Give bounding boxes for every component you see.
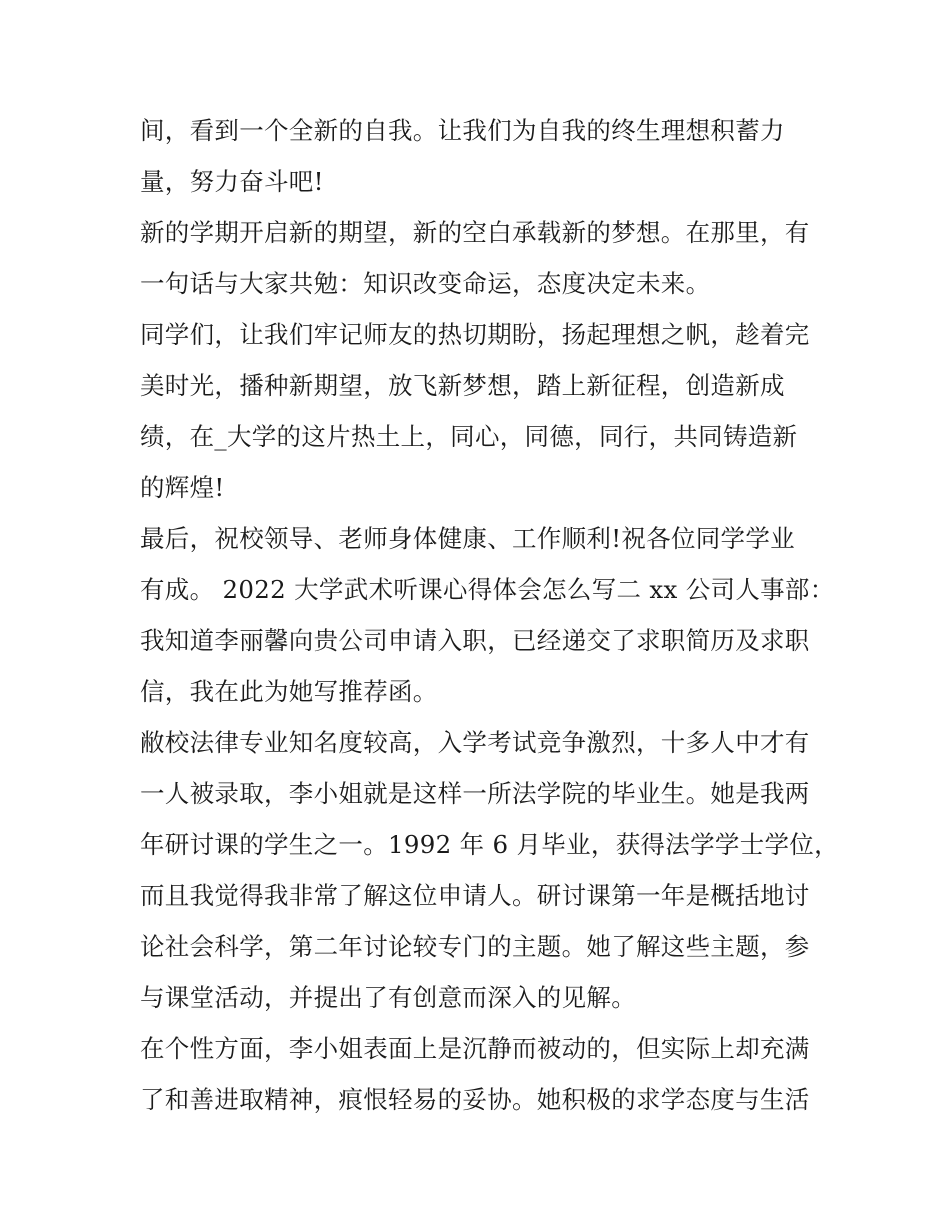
paragraph-6: [140, 1023, 816, 1125]
text-line: 了和善进取精神，痕恨轻易的妥协。她积极的求学态度与生活: [140, 1085, 810, 1114]
text-line: 同学们，让我们牢记师友的热切期盼，扬起理想之帆，趁着完: [140, 320, 810, 349]
text-line: 信，我在此为她写推荐函。: [140, 677, 438, 706]
text-line: 新的学期开启新的期望，新的空白承载新的梦想。在那里，有: [140, 218, 810, 247]
paragraph-2: [140, 207, 816, 309]
text-line: 一句话与大家共勉：知识改变命运，态度决定未来。: [140, 269, 711, 298]
text-line: 的辉煌!: [140, 473, 225, 502]
text-line: 一人被录取，李小姐就是这样一所法学院的毕业生。她是我两: [140, 779, 810, 808]
text-line: 有成。 2022 大学武术听课心得体会怎么写二 xx 公司人事部：: [140, 575, 835, 604]
text-line: 量，努力奋斗吧!: [140, 167, 324, 196]
text-line: 与课堂活动，并提出了有创意而深入的见解。: [140, 983, 636, 1012]
text-line: 间，看到一个全新的自我。让我们为自我的终生理想积蓄力: [140, 116, 785, 145]
document-body: [140, 105, 839, 1125]
text-line: 而且我觉得我非常了解这位申请人。研讨课第一年是概括地讨: [140, 881, 810, 910]
paragraph-3: [140, 309, 816, 513]
text-line: 绩，在_大学的这片热土上，同心，同德，同行，共同铸造新: [140, 422, 798, 451]
text-line: 年研讨课的学生之一。1992 年 6 月毕业，获得法学学士学位，: [140, 830, 839, 859]
paragraph-4: [140, 513, 835, 717]
text-line: 敝校法律专业知名度较高，入学考试竞争激烈，十多人中才有: [140, 728, 810, 757]
text-line: 在个性方面，李小姐表面上是沉静而被动的，但实际上却充满: [140, 1034, 810, 1063]
paragraph-1: [140, 105, 816, 207]
paragraph-5: [140, 717, 839, 1023]
text-line: 最后，祝校领导、老师身体健康、工作顺利!祝各位同学学业: [140, 524, 795, 553]
text-line: 我知道李丽馨向贵公司申请入职，已经递交了求职简历及求职: [140, 626, 810, 655]
text-line: 美时光，播种新期望，放飞新梦想，踏上新征程，创造新成: [140, 371, 785, 400]
text-line: 论社会科学，第二年讨论较专门的主题。她了解这些主题，参: [140, 932, 810, 961]
